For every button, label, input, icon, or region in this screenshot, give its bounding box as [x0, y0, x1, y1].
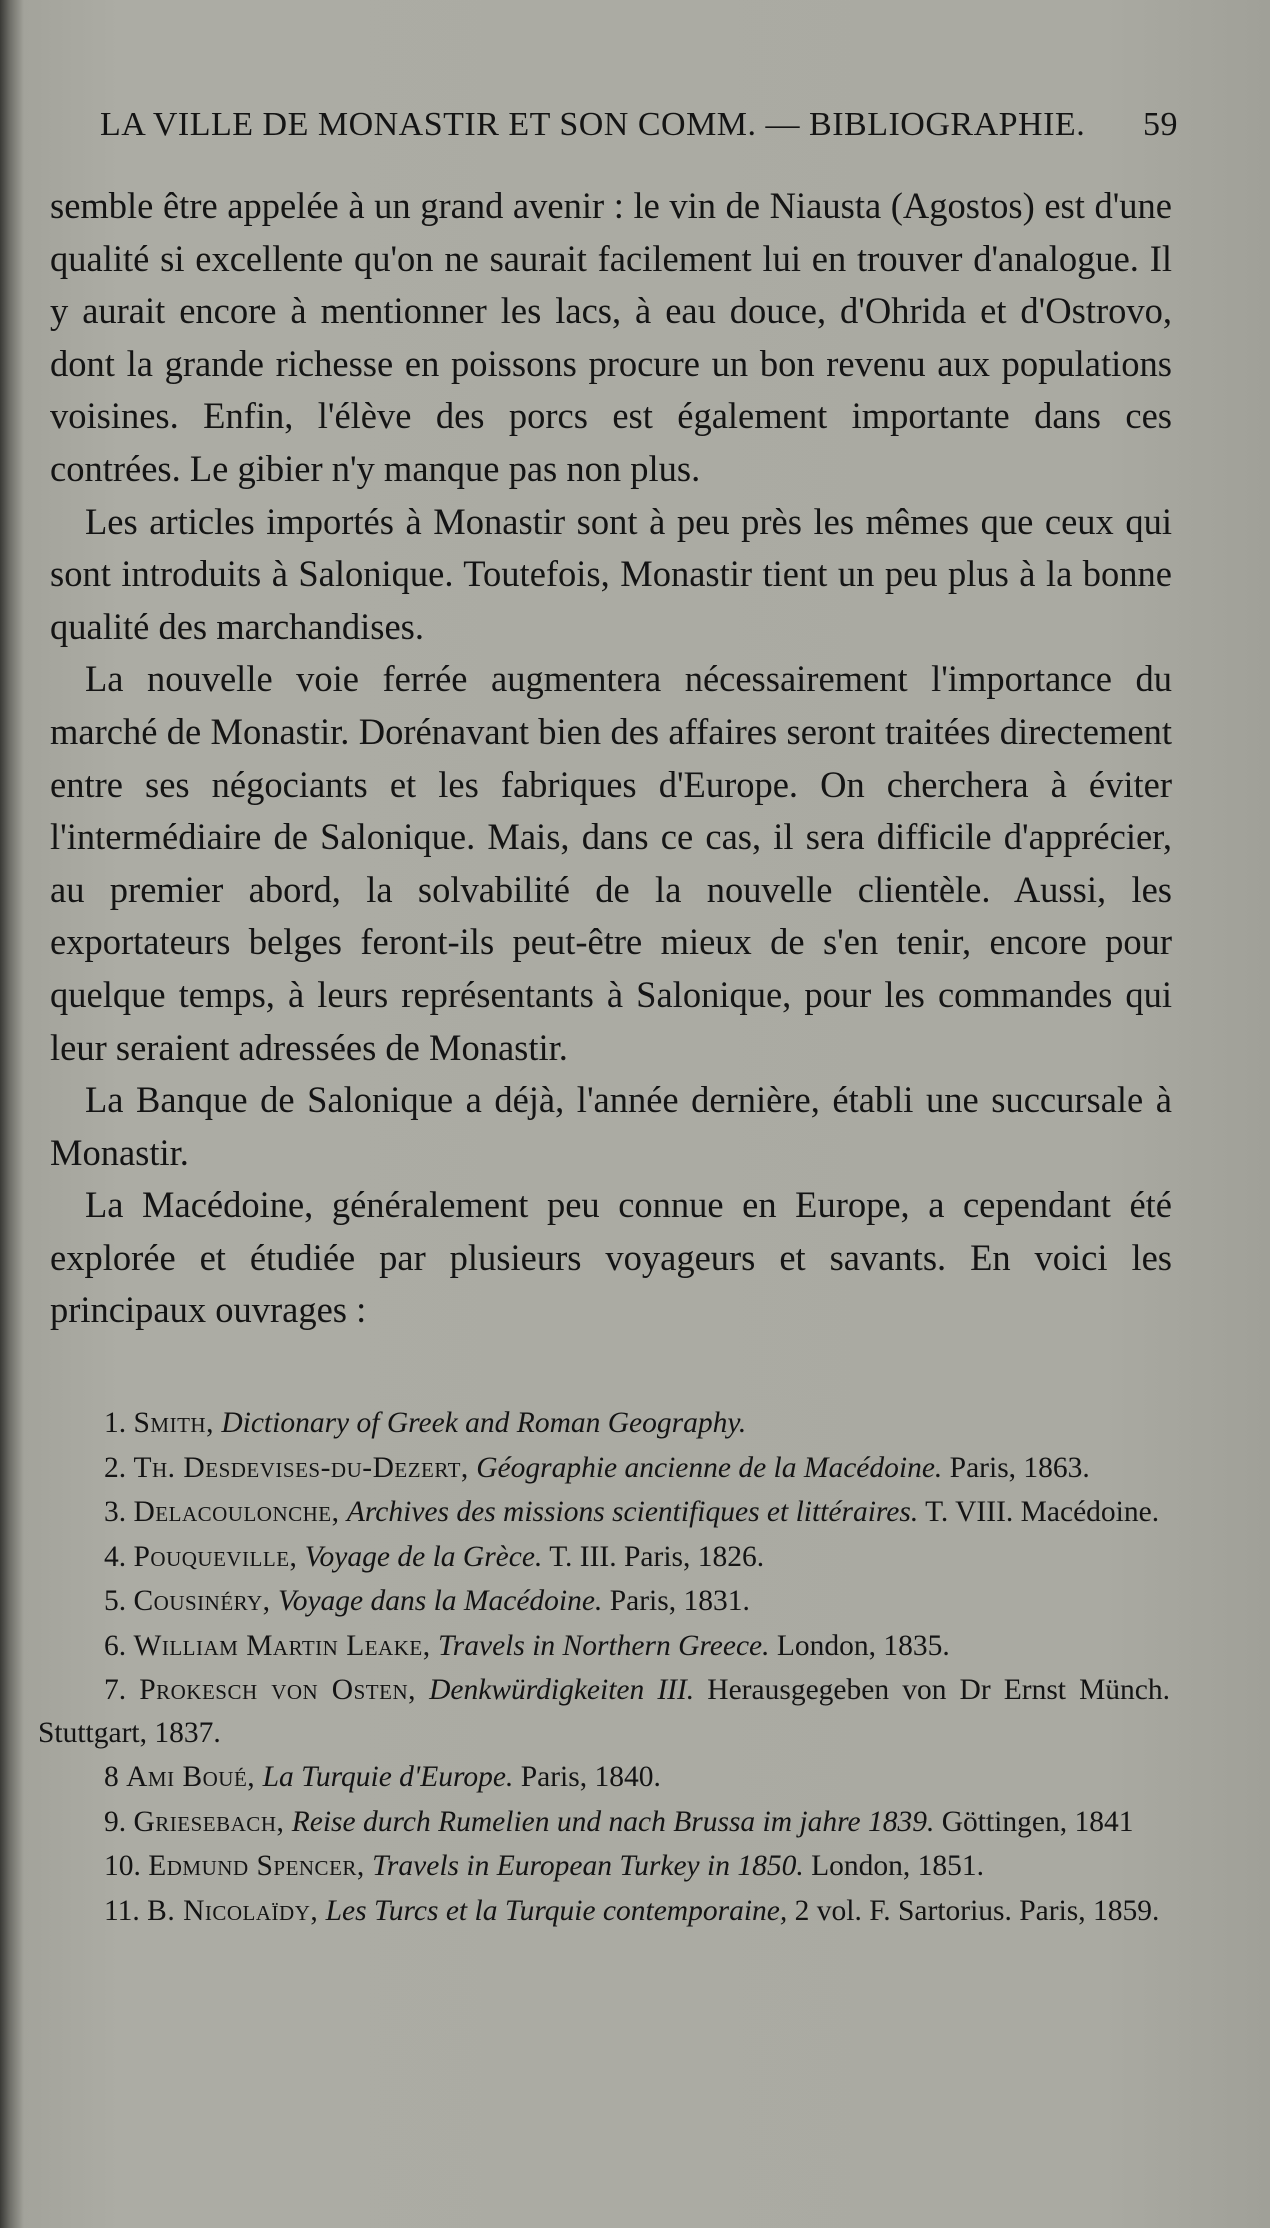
running-title: LA VILLE DE MONASTIR ET SON COMM. — BIBLIOGRAPHIE.	[100, 106, 1086, 143]
entry-title: Géographie ancienne de la Macédoine.	[476, 1451, 943, 1484]
entry-author: Cousinéry,	[133, 1585, 271, 1617]
bibliography-entry	[38, 1756, 1170, 1799]
body-text	[50, 180, 1172, 1337]
entry-number: 5.	[104, 1585, 127, 1617]
entry-number: 2.	[104, 1451, 127, 1484]
entry-title: Dictionary of Greek and Roman Geography.	[221, 1407, 747, 1439]
bibliography-entry	[38, 1447, 1170, 1490]
paragraph: Les articles importés à Monastir sont à peu près les mêmes que ceux qui sont introduits à Salonique. Toutefois, Monastir tient un peu plus à la bonne qualité des marchandises.	[50, 500, 1172, 647]
entry-details: T. VIII. Macédoine.	[925, 1496, 1160, 1528]
entry-number: 4.	[104, 1540, 127, 1573]
bibliography-entry	[38, 1669, 1170, 1754]
bibliography-list	[38, 1402, 1170, 1934]
entry-number: 7.	[104, 1674, 127, 1706]
bibliography-entry	[38, 1580, 1170, 1623]
paragraph: La Macédoine, généralement peu connue en Europe, a cependant été explorée et étudiée par plusieurs voyageurs et savants. En voici les principaux ouvrages :	[50, 1184, 1172, 1331]
entry-title: Voyage dans la Macédoine.	[277, 1585, 603, 1617]
page-number: 59	[1143, 106, 1178, 143]
entry-details: T. III. Paris, 1826.	[549, 1540, 765, 1573]
page-header	[100, 106, 1178, 144]
entry-title: Les Turcs et la Turquie contemporaine,	[325, 1894, 788, 1927]
entry-number: 8	[104, 1761, 119, 1793]
entry-details: Paris, 1840.	[520, 1761, 661, 1793]
bibliography-entry	[38, 1801, 1170, 1844]
entry-author: Prokesch von Osten,	[139, 1674, 416, 1706]
entry-title: Denkwürdigkeiten III.	[429, 1674, 695, 1706]
bibliography-entry	[38, 1491, 1170, 1534]
entry-details: Göttingen, 1841	[941, 1805, 1134, 1838]
entry-title: Reise durch Rumelien und nach Brussa im jahre 1839.	[291, 1805, 935, 1838]
entry-author: Edmund Spencer,	[148, 1850, 365, 1882]
entry-details: Herausgegeben von Dr Ernst Münch. Stuttgart, 1837.	[38, 1674, 1171, 1749]
entry-author: Griesebach,	[133, 1805, 285, 1838]
entry-author: B. Nicolaïdy,	[147, 1894, 319, 1927]
entry-details: 2 vol. F. Sartorius. Paris, 1859.	[794, 1894, 1160, 1927]
bibliography-entry	[38, 1625, 1170, 1668]
entry-number: 6.	[104, 1629, 127, 1662]
entry-number: 3.	[104, 1496, 127, 1528]
entry-number: 11.	[104, 1894, 140, 1927]
entry-title: Travels in Northern Greece.	[437, 1629, 770, 1662]
entry-title: Voyage de la Grèce.	[304, 1540, 543, 1573]
entry-details: London, 1851.	[811, 1850, 984, 1882]
entry-title: La Turquie d'Europe.	[262, 1761, 514, 1793]
bibliography-entry	[38, 1845, 1170, 1888]
bibliography-entry	[38, 1402, 1170, 1445]
bibliography-entry	[38, 1536, 1170, 1579]
entry-details: London, 1835.	[776, 1629, 950, 1662]
entry-number: 1.	[104, 1407, 127, 1439]
entry-author: Pouqueville,	[133, 1540, 298, 1573]
entry-author: Ami Boué,	[126, 1761, 256, 1793]
entry-author: Delacoulonche,	[133, 1496, 340, 1528]
paragraph: La nouvelle voie ferrée augmentera nécessairement l'importance du marché de Monastir. Dorénavant bien des affaires seront traitées directement entre ses négociants et les fabriques d'Europe. On cherchera à éviter l'intermédiaire de Salonique. Mais, dans ce cas, il sera difficile d'apprécier, au premier abord, la solvabilité de la nouvelle clientèle. Aussi, les exportateurs belges feront-ils peut-être mieux de s'en tenir, encore pour quelque temps, à leurs représentants à Salonique, pour les commandes qui leur seraient adressées de Monastir.	[50, 658, 1172, 1068]
entry-author: William Martin Leake,	[133, 1629, 431, 1662]
entry-author: Th. Desdevises-du-Dezert,	[133, 1451, 469, 1484]
entry-details: Paris, 1863.	[949, 1451, 1090, 1484]
paragraph: La Banque de Salonique a déjà, l'année dernière, établi une succursale à Monastir.	[50, 1079, 1172, 1173]
entry-author: Smith,	[133, 1407, 214, 1439]
paragraph: semble être appelée à un grand avenir : le vin de Niausta (Agostos) est d'une qualité si excellente qu'on ne saurait facilement lui en trouver d'analogue. Il y aurait encore à mentionner les lacs, à eau douce, d'Ohrida et d'Ostrovo, dont la grande richesse en poissons procure un bon revenu aux populations voisines. Enfin, l'élève des porcs est également importante dans ces contrées. Le gibier n'y manque pas non plus.	[50, 185, 1172, 489]
entry-title: Travels in European Turkey in 1850.	[372, 1850, 804, 1882]
entry-title: Archives des missions scientifiques et littéraires.	[346, 1496, 919, 1528]
entry-details: Paris, 1831.	[609, 1585, 750, 1617]
bibliography-entry	[38, 1890, 1170, 1933]
entry-number: 9.	[104, 1805, 127, 1838]
entry-number: 10.	[104, 1850, 141, 1882]
